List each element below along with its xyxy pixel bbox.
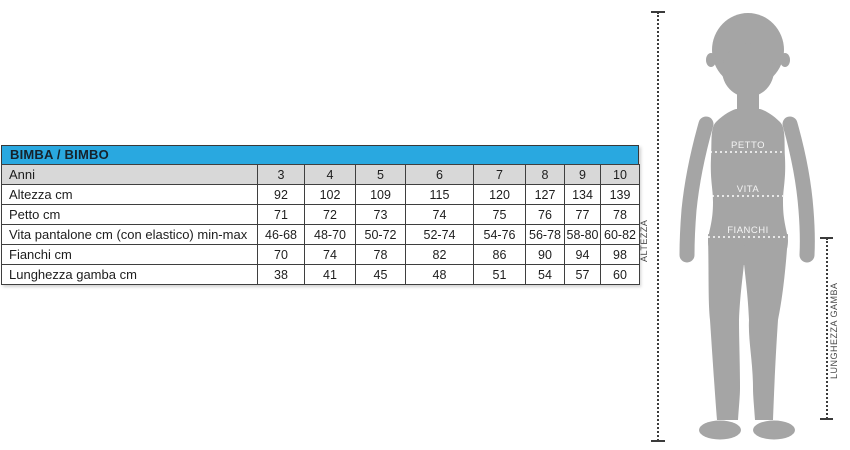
size-value-cell: 6 bbox=[406, 165, 474, 185]
altezza-cap-bottom bbox=[651, 440, 665, 442]
lunghezza-gamba-measure-line bbox=[826, 238, 828, 419]
size-value-cell: 5 bbox=[356, 165, 406, 185]
row-label: Vita pantalone cm (con elastico) min-max bbox=[2, 225, 258, 245]
row-label: Fianchi cm bbox=[2, 245, 258, 265]
size-value-cell: 73 bbox=[356, 205, 406, 225]
size-value-cell: 75 bbox=[474, 205, 526, 225]
table-row bbox=[2, 165, 640, 185]
size-value-cell: 115 bbox=[406, 185, 474, 205]
size-value-cell: 70 bbox=[258, 245, 305, 265]
size-value-cell: 78 bbox=[601, 205, 640, 225]
row-label: Lunghezza gamba cm bbox=[2, 265, 258, 285]
size-value-cell: 48-70 bbox=[305, 225, 356, 245]
lunghezza-gamba-label: LUNGHEZZA GAMBA bbox=[829, 282, 839, 379]
size-value-cell: 127 bbox=[526, 185, 565, 205]
size-value-cell: 72 bbox=[305, 205, 356, 225]
size-value-cell: 139 bbox=[601, 185, 640, 205]
vita-label: VITA bbox=[736, 184, 760, 195]
size-value-cell: 50-72 bbox=[356, 225, 406, 245]
child-silhouette bbox=[660, 10, 836, 442]
row-label: Anni bbox=[2, 165, 258, 185]
size-table bbox=[1, 145, 639, 285]
size-value-cell: 38 bbox=[258, 265, 305, 285]
size-value-cell: 48 bbox=[406, 265, 474, 285]
size-value-cell: 56-78 bbox=[526, 225, 565, 245]
size-value-cell: 52-74 bbox=[406, 225, 474, 245]
lunghezza-gamba-cap-bottom bbox=[820, 418, 833, 420]
size-value-cell: 54 bbox=[526, 265, 565, 285]
size-value-cell: 3 bbox=[258, 165, 305, 185]
row-label: Petto cm bbox=[2, 205, 258, 225]
size-value-cell: 77 bbox=[565, 205, 601, 225]
size-value-cell: 60 bbox=[601, 265, 640, 285]
size-value-cell: 102 bbox=[305, 185, 356, 205]
size-value-cell: 74 bbox=[406, 205, 474, 225]
table-row bbox=[2, 225, 640, 245]
size-value-cell: 78 bbox=[356, 245, 406, 265]
table-title: BIMBA / BIMBO bbox=[1, 145, 639, 164]
size-value-cell: 74 bbox=[305, 245, 356, 265]
size-value-cell: 51 bbox=[474, 265, 526, 285]
size-value-cell: 41 bbox=[305, 265, 356, 285]
table-row bbox=[2, 265, 640, 285]
size-value-cell: 60-82 bbox=[601, 225, 640, 245]
size-value-cell: 134 bbox=[565, 185, 601, 205]
size-value-cell: 82 bbox=[406, 245, 474, 265]
size-value-cell: 109 bbox=[356, 185, 406, 205]
fianchi-label: FIANCHI bbox=[727, 225, 769, 236]
size-value-cell: 86 bbox=[474, 245, 526, 265]
size-value-cell: 71 bbox=[258, 205, 305, 225]
altezza-label: ALTEZZA bbox=[639, 219, 649, 263]
size-value-cell: 54-76 bbox=[474, 225, 526, 245]
table-row bbox=[2, 245, 640, 265]
size-value-cell: 10 bbox=[601, 165, 640, 185]
size-value-cell: 94 bbox=[565, 245, 601, 265]
table-row bbox=[2, 185, 640, 205]
size-value-cell: 45 bbox=[356, 265, 406, 285]
altezza-cap-top bbox=[651, 11, 665, 13]
size-table-body bbox=[2, 165, 640, 285]
table-row bbox=[2, 205, 640, 225]
size-value-cell: 58-80 bbox=[565, 225, 601, 245]
size-value-cell: 4 bbox=[305, 165, 356, 185]
size-value-cell: 120 bbox=[474, 185, 526, 205]
size-value-cell: 57 bbox=[565, 265, 601, 285]
measurement-diagram bbox=[630, 0, 850, 450]
size-table-grid bbox=[1, 164, 640, 285]
size-value-cell: 8 bbox=[526, 165, 565, 185]
row-label: Altezza cm bbox=[2, 185, 258, 205]
petto-label: PETTO bbox=[731, 140, 765, 151]
altezza-measure-line bbox=[657, 12, 659, 441]
size-value-cell: 92 bbox=[258, 185, 305, 205]
size-value-cell: 9 bbox=[565, 165, 601, 185]
size-value-cell: 76 bbox=[526, 205, 565, 225]
size-value-cell: 46-68 bbox=[258, 225, 305, 245]
size-value-cell: 7 bbox=[474, 165, 526, 185]
size-value-cell: 90 bbox=[526, 245, 565, 265]
lunghezza-gamba-cap-top bbox=[820, 237, 833, 239]
size-value-cell: 98 bbox=[601, 245, 640, 265]
